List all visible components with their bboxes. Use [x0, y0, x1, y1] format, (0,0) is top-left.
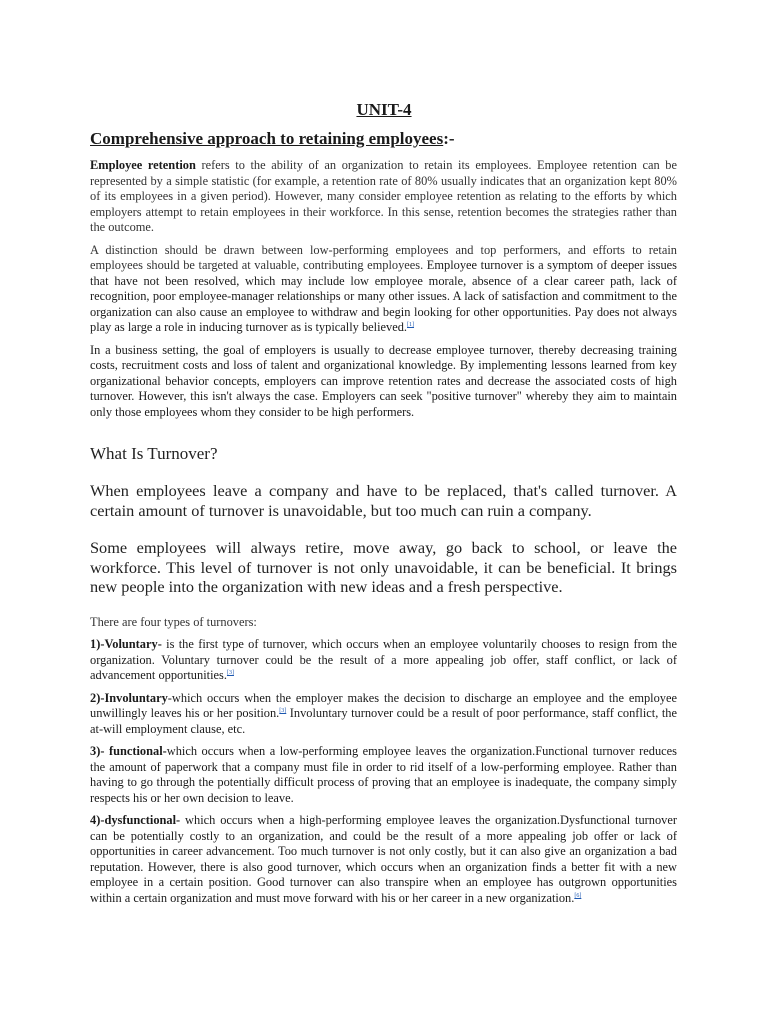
turnover-benefit [90, 538, 677, 597]
section-title [90, 129, 455, 149]
list-item [90, 744, 677, 806]
section-title-suffix: :- [443, 129, 455, 148]
list-item [90, 691, 677, 738]
unit-heading: UNIT-4 [356, 100, 412, 119]
type-text: -which occurs when the employer makes the decision to discharge an employee and the employee unwillingly leaves his or her position. [90, 690, 677, 720]
types-intro [90, 615, 677, 631]
type-text: which occurs when a low-performing employee leaves the organization.Functional turnover reduces the amount of paperwork that a company must file in order to rid itself of a low-performing employee. Rather than having to go through the potentially difficult process of proving that an employee is inadequate, the company simply respects his or her own decision to leave. [90, 744, 678, 805]
retention-section [90, 158, 677, 420]
section-title-text: Comprehensive approach to retaining employees [90, 129, 444, 148]
paragraph-text: A distinction should be drawn between low-performing employees and top performers, and efforts to retain employees should be targeted at valuable, contributing employees. [90, 242, 677, 272]
paragraph-business-setting [90, 343, 677, 421]
paragraph-text: In a business setting, the goal of employers is usually to decrease employee turnover, thereby decreasing training costs, recruitment costs and loss of talent and organizational knowledge. By implementing lessons learned from key organizational behavior concepts, employers can improve retention rates and decrease the associated costs of high turnover. However, this isn't always the case. Employers can seek "positive turnover" whereby they aim to maintain only those employees whom they consider to be high performers. [90, 342, 677, 419]
type-text: Involuntary turnover could be a result of poor performance, staff conflict, the at-will employment clause, etc. [90, 706, 677, 736]
paragraph-text: Employee turnover is a symptom of deeper issues that have not been resolved, which may include low employee morale, absence of a clear career path, lack of recognition, poor employee-manager relationships or many other issues. A lack of satisfaction and commitment to the organization can also cause an employee to withdraw and begin looking for other opportunities. Pay does not always play as large a role in inducing turnover as is typically believed. [90, 258, 677, 334]
term-employee-retention: Employee retention [90, 158, 196, 172]
paragraph-text: There are four types of turnovers: [90, 615, 257, 629]
turnover-heading: What Is Turnover? [90, 444, 218, 463]
paragraph-text: refers to the ability of an organization to retain its employees. Employee retention can be represented by a simple statistic (for example, a retention rate of 80% usually indicates that an organization kept 80% of its employees in a given period). However, many consider employee retention as relating to the efforts by which employers attempt to retain employees in their workforce. In this sense, retention becomes the strategies rather than the outcome. [90, 158, 677, 234]
type-label: 1)-Voluntary- [90, 637, 162, 651]
turnover-types-list [90, 637, 677, 906]
citation-link[interactable]: [3] [279, 708, 287, 714]
citation-link[interactable]: [1] [407, 322, 415, 328]
paragraph-employee-retention [90, 158, 677, 236]
type-text: is the first type of turnover, which occurs when an employee voluntarily chooses to resign from the organization. Voluntary turnover could be the result of a more appealing job offer, staff conflict, or lack of advancement opportunities. [90, 637, 677, 682]
type-text: which occurs when a high-performing employee leaves the organization.Dysfunctional turnover can be potentially costly to an organization, and could be the result of a more appealing job offer or lack of opportunities in career advancement. Too much turnover is not only costly, but it can also give an organization a bad reputation. However, there is also good turnover, which occurs when an organization finds a better fit with a new employee in a certain position. Good turnover can also transpire when an employee has outgrown opportunities within a certain organization and must move forward with his or her career in a new organization. [90, 813, 677, 905]
type-label: 4)-dysfunctional- [90, 813, 181, 827]
type-label: 2)-Involuntary [90, 690, 168, 705]
paragraph-turnover-distinction [90, 243, 677, 336]
citation-link[interactable]: [6] [574, 892, 582, 899]
paragraph-text: When employees leave a company and have to be replaced, that's called turnover. A certain amount of turnover is unavoidable, but too much can ruin a company. [90, 481, 677, 520]
list-item [90, 637, 677, 684]
list-item [90, 813, 677, 906]
turnover-definition [90, 481, 677, 520]
type-label: 3)- functional- [90, 744, 167, 758]
citation-link[interactable]: [3] [226, 670, 234, 676]
paragraph-text: Some employees will always retire, move away, go back to school, or leave the workforce. This level of turnover is not only unavoidable, it can be beneficial. It brings new people into the organization with new ideas and a fresh perspective. [90, 538, 677, 596]
